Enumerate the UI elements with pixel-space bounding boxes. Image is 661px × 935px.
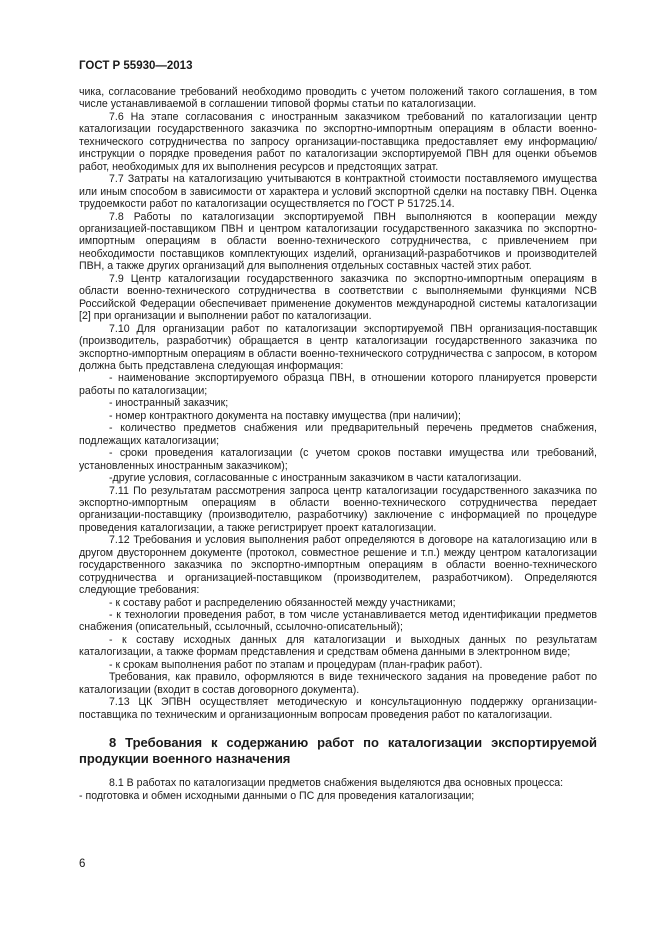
list-item: - номер контрактного документа на поставку имущества (при наличии); bbox=[109, 409, 461, 422]
page-number: 6 bbox=[79, 858, 86, 870]
paragraph: 7.10 Для организации работ по каталогизации экспортируемой ПВН организация-поставщик (производитель, разработчик) обращается в центр каталогизации государственного заказчика по экспортно-импортным операциям в области военно-технического сотрудничества с запросом, в котором должна быть представлена следующая информация: bbox=[79, 322, 597, 372]
paragraph: 7.11 По результатам рассмотрения запроса центр каталогизации государственного заказчика по экспортно-импортным операциям в области военно-технического сотрудничества передает организации-поставщику (производителю, разработчику) заключение с информацией по процедуре проведения каталогизации, а также регистрирует проект каталогизации. bbox=[79, 484, 597, 534]
paragraph: 7.6 На этапе согласования с иностранным заказчиком требований по каталогизации центр каталогизации государственного заказчика по экспортно-импортным операциям в области военно-технического сотрудничества по запросу организации-поставщика предоставляет ему информацию/инструкции о порядке проведения работ по каталогизации экспортируемой ПВН для оценки объемов работ, необходимых для их выполнения ресурсов и предстоящих затрат. bbox=[79, 110, 597, 173]
list-item: - наименование экспортируемого образца ПВН, в отношении которого планируется проверсти работы по каталогизации; bbox=[79, 372, 597, 397]
paragraph: Требования, как правило, оформляются в виде технического задания на проведение работ по каталогизации (входит в состав договорного документа). bbox=[79, 671, 597, 696]
list-item: - к составу работ и распределению обязанностей между участниками; bbox=[109, 596, 456, 609]
list-item: - к срокам выполнения работ по этапам и процедурам (план-график работ). bbox=[109, 658, 483, 671]
list-item: - подготовка и обмен исходными данными о ПС для проведения каталогизации; bbox=[79, 789, 475, 802]
list-item: - количество предметов снабжения или предварительный перечень предметов снабжения, подлежащих каталогизации; bbox=[79, 422, 597, 447]
paragraph: 8.1 В работах по каталогизации предметов снабжения выделяются два основных процесса: bbox=[109, 777, 564, 790]
paragraph: 7.9 Центр каталогизации государственного заказчика по экспортно-импортным операциям в области военно-технического сотрудничества в соответствии с выполняемыми функциями NCB Российской Федерации обеспечивает применение документов международной системы каталогизации [2] при организации и выполнении работ по каталогизации. bbox=[79, 272, 597, 323]
document-body bbox=[79, 86, 597, 802]
list-item: - к составу исходных данных для каталогизации и выходных данных по результатам каталогизации, а также формам представления и средствам обмена данными в электронном виде; bbox=[79, 633, 597, 659]
list-item: - сроки проведения каталогизации (с учетом сроков поставки имущества или требований, установленных иностранным заказчиком); bbox=[79, 447, 597, 472]
list-item: -другие условия, согласованные с иностранным заказчиком в части каталогизации. bbox=[109, 472, 522, 485]
paragraph: чика, согласование требований необходимо проводить с учетом положений такого соглашения, в том числе устанавливаемой в соглашении типовой формы статьи по каталогизации. bbox=[79, 86, 597, 111]
paragraph: 7.8 Работы по каталогизации экспортируемой ПВН выполняются в кооперации между организацией-поставщиком ПВН и центром каталогизации государственного заказчика по экспортно-импортным операциям в области военно-технического сотрудничества, с привлечением при необходимости поставщиков комплектующих изделий, организаций-разработчиков и производителей ПВН, а также других организаций для выполнения отдельных составных частей этих работ. bbox=[79, 210, 597, 273]
list-item: - иностранный заказчик; bbox=[109, 397, 229, 410]
section-heading: 8 Требования к содержанию работ по каталогизации экспортируемой продукции военного назначения bbox=[79, 735, 597, 767]
list-item: - к технологии проведения работ, в том числе устанавливается метод идентификации предметов снабжения (описательный, ссылочный, ссылочно-описательный); bbox=[79, 609, 597, 634]
paragraph: 7.7 Затраты на каталогизацию учитываются в контрактной стоимости поставляемого имущества или иным способом в зависимости от характера и условий экспортной сделки на поставку ПВН. Оценка трудоемкости работ по каталогизации осуществляется по ГОСТ Р 51725.14. bbox=[79, 173, 597, 211]
document-header: ГОСТ Р 55930—2013 bbox=[79, 60, 193, 72]
paragraph: 7.13 ЦК ЭПВН осуществляет методическую и консультационную поддержку организации-поставщика по техническим и организационным вопросам проведения работ по каталогизации. bbox=[79, 696, 597, 721]
paragraph: 7.12 Требования и условия выполнения работ определяются в договоре на каталогизацию или в другом двустороннем документе (протокол, совместное решение и т.п.) между центром каталогизации государственного заказчика по экспортно-импортным операциям в области военно-технического сотрудничества и организацией-поставщиком (производителем, разработчиком). Определяются следующие требования: bbox=[79, 534, 597, 597]
